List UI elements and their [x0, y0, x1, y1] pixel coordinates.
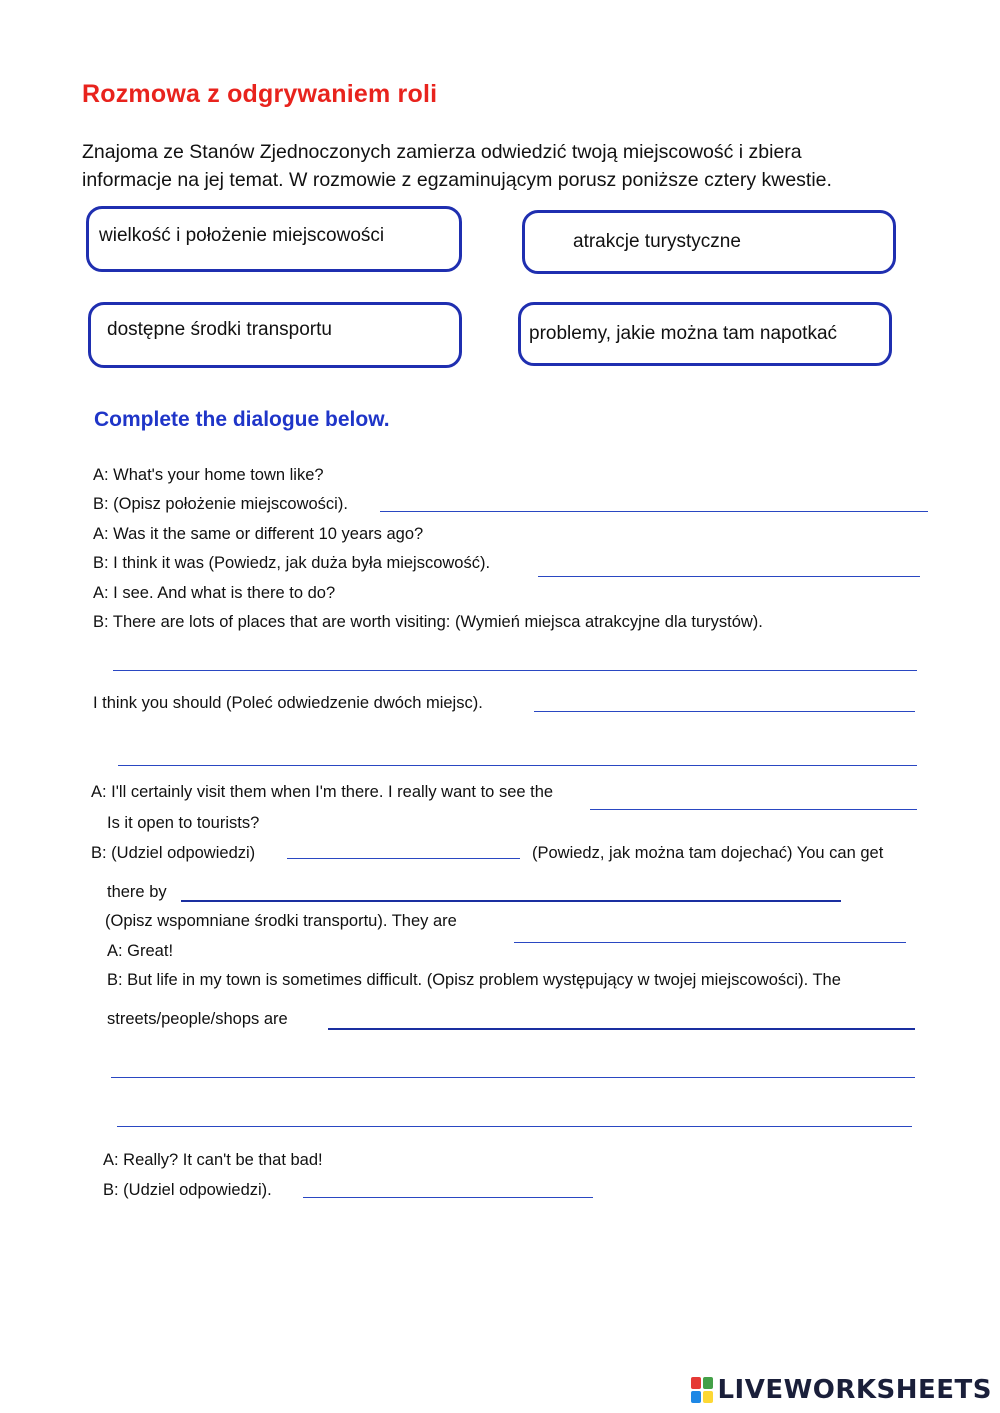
dialogue-line: B: (Udziel odpowiedzi).: [103, 1181, 272, 1199]
dialogue-line: streets/people/shops are: [107, 1010, 288, 1028]
answer-field[interactable]: [328, 1028, 915, 1030]
answer-field[interactable]: [303, 1197, 593, 1198]
dialogue-line: A: What's your home town like?: [93, 466, 324, 484]
dialogue-line: B: (Udziel odpowiedzi): [91, 844, 256, 862]
logo-text: LIVEWORKSHEETS: [717, 1375, 992, 1405]
dialogue-line: A: Was it the same or different 10 years ago?: [93, 525, 424, 543]
dialogue-line: A: Really? It can't be that bad!: [103, 1151, 323, 1169]
answer-field[interactable]: [514, 942, 906, 943]
topic-label: dostępne środki transportu: [107, 319, 332, 340]
dialogue-line: there by: [107, 883, 167, 901]
answer-field[interactable]: [113, 670, 917, 671]
intro-text: [82, 138, 962, 194]
answer-field[interactable]: [380, 511, 928, 512]
topic-box-transport: [88, 302, 462, 368]
intro-line-2: informacje na jej temat. W rozmowie z egzaminującym porusz poniższe cztery kwestie.: [82, 169, 832, 191]
liveworksheets-logo: [691, 1375, 992, 1405]
intro-line-1: Znajoma ze Stanów Zjednoczonych zamierza odwiedzić twoją miejscowość i zbiera: [82, 141, 802, 163]
topic-label: problemy, jakie można tam napotkać: [529, 323, 838, 344]
dialogue-line: (Opisz wspomniane środki transportu). They are: [105, 912, 457, 930]
dialogue-line: B: But life in my town is sometimes difficult. (Opisz problem występujący w twojej miejscowości). The: [107, 971, 841, 989]
dialogue-line: B: (Opisz położenie miejscowości).: [93, 495, 348, 513]
answer-field[interactable]: [111, 1077, 915, 1078]
answer-field[interactable]: [117, 1126, 912, 1127]
answer-field[interactable]: [534, 711, 915, 712]
topic-label: wielkość i położenie miejscowości: [99, 225, 385, 246]
answer-field[interactable]: [538, 576, 920, 577]
dialogue-line: A: I'll certainly visit them when I'm there. I really want to see the: [91, 783, 554, 801]
topic-box-problems: [518, 302, 892, 366]
dialogue-line: A: I see. And what is there to do?: [93, 584, 336, 602]
dialogue-line: B: There are lots of places that are worth visiting: (Wymień miejsca atrakcyjne dla turystów).: [93, 613, 763, 631]
answer-field[interactable]: [590, 809, 917, 810]
dialogue-line: I think you should (Poleć odwiedzenie dwóch miejsc).: [93, 694, 483, 712]
instruction-heading: Complete the dialogue below.: [94, 408, 390, 431]
topic-label: atrakcje turystyczne: [573, 231, 741, 252]
topic-box-size-location: [86, 206, 462, 272]
answer-field[interactable]: [118, 765, 917, 766]
topic-box-attractions: [522, 210, 896, 274]
logo-mark-icon: [691, 1377, 713, 1403]
dialogue-line: B: I think it was (Powiedz, jak duża była miejscowość).: [93, 554, 491, 572]
answer-field[interactable]: [287, 858, 520, 859]
dialogue-line: A: Great!: [107, 942, 174, 960]
dialogue-line: (Powiedz, jak można tam dojechać) You can get: [532, 844, 884, 862]
dialogue-line: Is it open to tourists?: [107, 814, 260, 832]
worksheet-title: Rozmowa z odgrywaniem roli: [82, 80, 438, 108]
answer-field[interactable]: [181, 900, 841, 902]
